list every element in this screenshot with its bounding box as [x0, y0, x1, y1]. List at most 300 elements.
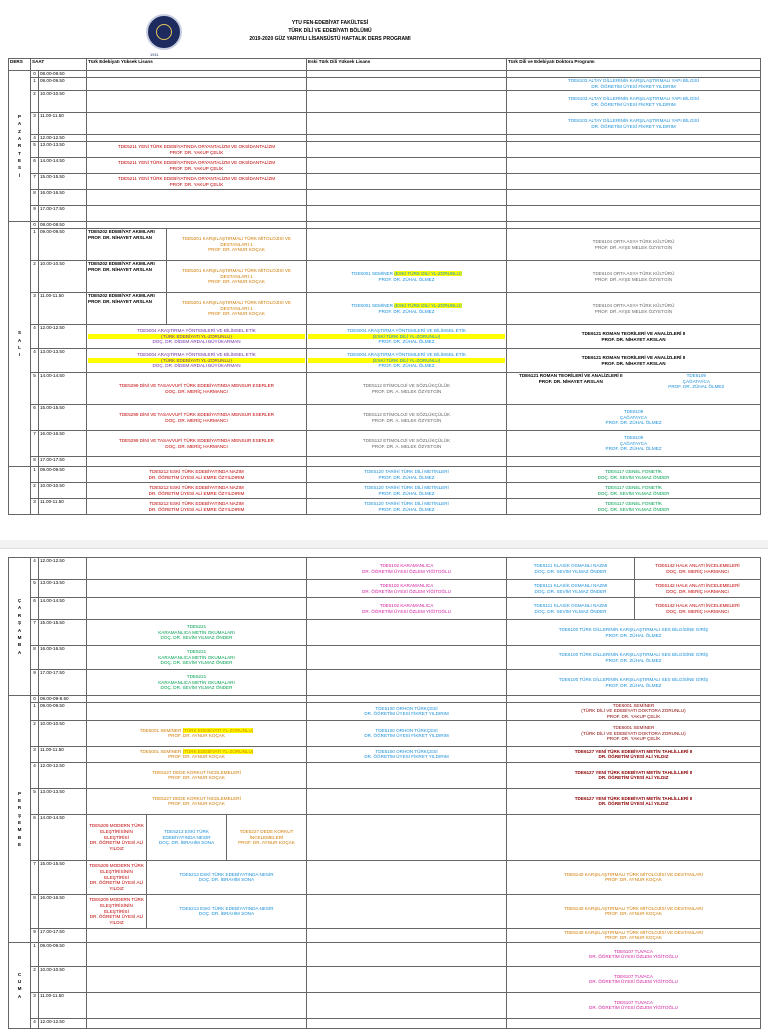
cell-text: (TÜRK EDEBİYATI YL-ZORUNLU) [182, 748, 254, 754]
cell-text: TDE6121 ROMAN TEORİLERİ VE ANALİZLERİ II [519, 373, 623, 378]
table-cell-text: 12.00-12.50 [39, 135, 87, 142]
cell-text: TDE5004 ARAŞTIRMA YÖNTEMLERİ VE BİLİMSEL ETİK [137, 351, 256, 357]
course-cell [507, 894, 761, 928]
table-cell [307, 942, 507, 966]
cell-text: PROF. DR. AYNUR KOÇAK [605, 877, 662, 883]
table-cell-text: 15.00-15.50 [39, 860, 87, 894]
cell-text: TDE5100 ORHON TÜRKÇESİ [375, 748, 438, 754]
table-cell [87, 78, 307, 91]
table-cell [87, 190, 307, 206]
course-cell [507, 499, 761, 515]
cell-text: TDE6103 ALTAY DİLLERİNİN KARŞILAŞTIRMALI YAPI BİLGİSİ [568, 78, 700, 84]
table-cell [507, 174, 761, 190]
table-cell [87, 702, 307, 720]
table-cell [307, 620, 507, 646]
cell-text: TDE5211 YENİ TÜRK EDEBİYATINDA ORYANTALİZM VE OKSİDANTALİZM [117, 175, 276, 181]
cell-text: TDE6142 HALK ANLATI İNCELEMELERİ [655, 602, 740, 608]
table-row [9, 457, 761, 467]
table-cell-text: 08.00-09-8.50 [39, 696, 87, 703]
table-row [9, 405, 761, 431]
table-cell-text: 17.00-17.50 [39, 206, 87, 222]
table-cell [87, 135, 307, 142]
table-cell [307, 222, 507, 229]
cell-text: TDE5299 DİNİ VE TASAVVUFİ TÜRK EDEBİYATINDA MENSUR ESERLER [119, 382, 274, 388]
table-cell-text: 7 [31, 620, 39, 646]
cell-text: DR. ÖĞRETİM ÜYESİ ÖZLEM YİĞİTOĞLU [589, 954, 678, 960]
cell-text: PROF. DR. NİHAYET ARSLAN [88, 234, 152, 240]
cell-text: DOÇ. DR. SEVİM YILMAZ ÖNDER [160, 635, 233, 641]
course-cell [307, 483, 507, 499]
course-cell [167, 229, 307, 261]
cell-text: (TÜRK EDEBİYATI YL-ZORUNLU) [88, 334, 305, 340]
course-cell [87, 261, 167, 293]
table-cell-text: 11.00-11.50 [39, 113, 87, 135]
cell-text: E [17, 797, 22, 803]
cell-text: TDE5112 ETİMOLOJİ VE SÖZLÜKÇÜLÜK [362, 437, 451, 443]
table-cell [87, 942, 307, 966]
table-row [9, 1018, 761, 1028]
table-cell-text: 16.00-16.50 [39, 190, 87, 206]
table-cell-text: 10.00-10.50 [39, 91, 87, 113]
day-cuma [9, 942, 31, 1028]
course-cell [508, 373, 634, 390]
table-cell-text: 15.00-15.50 [39, 620, 87, 646]
table-row [9, 483, 761, 499]
cell-text: TDE5001 SEMİNER [139, 748, 182, 754]
cell-text: ÇAĞATAYCA [619, 414, 648, 420]
table-row: P A Z A R T E S İ 0 08.00-08.50 [9, 71, 761, 78]
cell-text: TDE6140 KARŞILAŞTIRMALI TÜRK MİTOLOJİSİ VE DESTANLARI [564, 929, 703, 935]
cell-text: PROF. DR. ZÜHAL ÖLMEZ [605, 446, 662, 452]
col-saat: SAAT [31, 59, 87, 71]
cell-text: TDE6109 [623, 408, 644, 414]
cell-text: A [17, 337, 22, 343]
table-cell-text: 11.00-11.50 [39, 499, 87, 515]
course-cell [167, 261, 307, 293]
cell-text: PROF. DR. AYNUR KOÇAK [168, 733, 225, 739]
table-cell [307, 158, 507, 174]
cell-text: A [17, 649, 22, 655]
department-title: TÜRK DİLİ VE EDEBİYATI BÖLÜMÜ [288, 28, 372, 34]
course-cell [307, 261, 507, 293]
table-cell [87, 992, 307, 1018]
table-row [9, 222, 761, 229]
course-cell [87, 860, 147, 894]
table-cell-text: 16.00-16.50 [39, 646, 87, 670]
cell-text: TDE5299 DİNİ VE TASAVVUFİ TÜRK EDEBİYATINDA MENSUR ESERLER [119, 411, 274, 417]
cell-text: TDE5112 ETİMOLOJİ VE SÖZLÜKÇÜLÜK [362, 382, 451, 388]
cell-text: Z [18, 128, 21, 134]
cell-text: DOÇ. DR. MERİÇ HARMANCI [165, 388, 228, 394]
table-row [9, 325, 761, 349]
table-cell-text: 3 [31, 499, 39, 515]
cell-text: U [17, 979, 22, 985]
table-cell-text: 3 [31, 293, 39, 325]
course-cell [307, 373, 507, 405]
table-cell-text: 3 [31, 992, 39, 1018]
cell-text: TDE6100 TÜRK DİLLERİNİN KARŞILAŞTIRMALI SES BİLGİSİNE GİRİŞ [558, 626, 709, 632]
course-cell [307, 405, 507, 431]
cell-text: DOÇ. DR. MERİÇ HARMANCI [165, 417, 228, 423]
table-row [9, 135, 761, 142]
table-cell [507, 71, 761, 78]
table-cell [87, 457, 307, 467]
cell-text: DR. ÖĞRETİM ÜYESİ ALİ YILDIZ [598, 801, 669, 807]
table-row [9, 142, 761, 158]
cell-text: DR. ÖĞRETİM ÜYESİ ALİ YILDIZ [89, 840, 144, 852]
cell-text: M [17, 827, 22, 833]
table-cell [307, 646, 507, 670]
cell-text: PROF. DR. ZÜHAL ÖLMEZ [605, 420, 662, 426]
table-cell [307, 992, 507, 1018]
course-cell [507, 720, 761, 746]
cell-text: PROF. DR. AYNUR KOÇAK [238, 840, 295, 846]
cell-text: PROF. DR. A. MELEK ÖZYETGİN [371, 417, 442, 423]
cell-text: DOÇ. DR. SEVİM YILMAZ ÖNDER [597, 490, 670, 496]
table-cell [307, 135, 507, 142]
table-cell-text: 1 [31, 942, 39, 966]
cell-text: DOÇ. DR. MERİÇ HARMANCI [666, 608, 729, 614]
cell-text: S [17, 165, 22, 171]
course-cell [307, 349, 507, 373]
table-row [9, 894, 761, 928]
course-cell [87, 894, 147, 928]
cell-text: TDE6107 TUVACA [614, 948, 653, 954]
course-cell [87, 814, 147, 860]
cell-text: TDE5211 YENİ TÜRK EDEBİYATINDA ORYANTALİZM VE OKSİDANTALİZM [117, 159, 276, 165]
cell-text: TDE5213 ESKİ TÜRK EDEBİYATINDA NESİR [179, 905, 274, 911]
cell-text: TDE6140 KARŞILAŞTIRMALI TÜRK MİTOLOJİSİ VE DESTANLARI [564, 871, 703, 877]
page-gap [0, 540, 768, 548]
course-cell [634, 373, 760, 390]
table-cell [307, 814, 507, 860]
table-cell-text: 6 [31, 598, 39, 620]
table-cell-text: 6 [31, 405, 39, 431]
table-cell-text: 4 [31, 135, 39, 142]
table-row [9, 992, 761, 1018]
cell-text: TDE5213 ESKİ TÜRK EDEBİYATINDA NESİR [179, 871, 274, 877]
cell-text: TDE6100 TÜRK DİLLERİNİN KARŞILAŞTIRMALI SES BİLGİSİNE GİRİŞ [558, 676, 709, 682]
table-cell [87, 966, 307, 992]
course-cell [307, 746, 507, 762]
course-cell [635, 558, 761, 580]
table-cell-text: 4 [31, 558, 39, 580]
cell-text: PROF. DR. AYNUR KOÇAK [168, 775, 225, 781]
cell-text: DOÇ. DR. SEVİM YILMAZ ÖNDER [597, 474, 670, 480]
cell-text: DOÇ. DR. MERİÇ HARMANCI [666, 588, 729, 594]
day-pazartesi [9, 71, 31, 222]
cell-text: A [17, 121, 22, 127]
cell-text: Ş [17, 620, 22, 626]
table-cell [507, 206, 761, 222]
course-cell [507, 467, 761, 483]
cell-text: TDE6142 HALK ANLATI İNCELEMELERİ [655, 562, 740, 568]
cell-text: M [17, 634, 22, 640]
cell-text: PROF. DR. AYNUR KOÇAK [605, 911, 662, 917]
table-cell-text: 14.00-14.50 [39, 373, 87, 405]
table-row [9, 499, 761, 515]
cell-text: PROF. DR. YAKUP ÇELİK [606, 736, 661, 742]
cell-text: B [17, 642, 22, 648]
course-cell [87, 620, 307, 646]
table-row [9, 431, 761, 457]
table-cell-text: 13.00-13.50 [39, 142, 87, 158]
course-cell [87, 405, 307, 431]
cell-text: TDE5120 TARİHİ TÜRK DİLİ METİNLERİ [364, 468, 449, 474]
table-cell-text: 6 [31, 158, 39, 174]
table-cell [307, 229, 507, 261]
cell-text: PROF. DR. NİHAYET ARSLAN [88, 266, 152, 272]
course-cell [307, 598, 507, 620]
cell-text: TDE6111 KLASİK OSMANLI NAZMI [533, 602, 608, 608]
table-cell-text: 09.00-09.50 [39, 78, 87, 91]
course-cell [635, 580, 761, 598]
cell-text: TDE5004 ARAŞTIRMA YÖNTEMLERİ VE BİLİMSEL ETİK [137, 327, 256, 333]
table-cell [307, 71, 507, 78]
cell-text: KARAMANLICA METİN OKUMALARI [158, 629, 235, 635]
cell-text: ÇAĞATAYCA [682, 378, 710, 384]
table-row [9, 229, 761, 261]
table-cell-text: 17.00-17.50 [39, 670, 87, 696]
table-row [9, 788, 761, 814]
cell-text: PROF. DR. A. MELEK ÖZYETGİN [371, 388, 442, 394]
table-cell-text: 11.00-11.50 [39, 746, 87, 762]
table-cell [307, 113, 507, 135]
course-cell [87, 293, 167, 325]
cell-text: DR. ÖĞRETİM ÜYESİ ÖZLEM YİĞİTOĞLU [362, 588, 451, 594]
table-cell [307, 894, 507, 928]
cell-text: DR. ÖĞRETİM ÜYESİ FİKRET YILDIRIM [591, 123, 676, 129]
cell-text: TDE6117 GENEL FONETİK [605, 468, 662, 474]
table-cell [307, 91, 507, 113]
cell-text: DR. ÖĞRETİM ÜYESİ FİKRET YILDIRIM [364, 711, 449, 717]
cell-text: A [17, 627, 22, 633]
cell-text: (ESKİ TÜRK DİLİ YL-ZORUNLU) [308, 358, 505, 364]
cell-text: TDE6140 KARŞILAŞTIRMALI TÜRK MİTOLOJİSİ VE DESTANLARI [564, 905, 703, 911]
cell-text: TDE6117 GENEL FONETİK [605, 500, 662, 506]
cell-text: DR. ÖĞRETİM ÜYESİ FİKRET YILDIRIM [591, 84, 676, 89]
table-cell [307, 670, 507, 696]
course-cell [307, 720, 507, 746]
table-cell-text: 4 [31, 349, 39, 373]
cell-text: TDE6121 ROMAN TEORİLERİ VE ANALİZLERİ II [581, 330, 686, 336]
cell-text: PROF. DR. AYNUR KOÇAK [208, 247, 265, 253]
cell-text: PROF. DR. ZÜHAL ÖLMEZ [378, 506, 435, 512]
course-cell [167, 293, 307, 325]
cell-text: PROF. DR. YAKUP ÇELİK [606, 714, 661, 720]
course-cell [307, 293, 507, 325]
table-cell [307, 788, 507, 814]
course-cell [87, 720, 307, 746]
table-cell [87, 113, 307, 135]
cell-text: (TÜRK DİLİ VE EDEBİYATI DOKTORA ZORUNLU) [581, 708, 686, 714]
course-cell [507, 113, 761, 135]
cell-text: PROF. DR. NİHAYET ARSLAN [601, 360, 666, 366]
table-cell [507, 190, 761, 206]
table-cell-text: 14.00-14.50 [39, 598, 87, 620]
cell-text: PROF. DR. NİHAYET ARSLAN [601, 336, 666, 342]
table-cell-text: 1 [31, 467, 39, 483]
course-cell [507, 229, 761, 261]
table-row [9, 860, 761, 894]
table-cell-text: 17.00-17.50 [39, 928, 87, 942]
cell-text: TDE6121 ROMAN TEORİLERİ VE ANALİZLERİ II [581, 354, 686, 360]
course-cell [87, 670, 307, 696]
table-cell [87, 598, 307, 620]
cell-text: TDE5299 DİNİ VE TASAVVUFİ TÜRK EDEBİYATINDA MENSUR ESERLER [119, 437, 274, 443]
col-turk-edebiyati: Türk Edebiyatı Yüksek Lisans [87, 59, 307, 71]
cell-text: (TÜRK DİLİ VE EDEBİYATI DOKTORA ZORUNLU) [581, 730, 686, 736]
table-cell [87, 928, 307, 942]
schedule-table-page-1 [8, 58, 761, 515]
cell-text: TDE6142 HALK ANLATI İNCELEMELERİ [655, 582, 740, 588]
table-cell [507, 135, 761, 142]
table-row [9, 720, 761, 746]
cell-text: TDE5102 KARAMANLICA [379, 602, 434, 608]
cell-text: DR. ÖĞRETİM ÜYESİ ÖZLEM YİĞİTOĞLU [589, 979, 678, 985]
table-row [9, 261, 761, 293]
table-cell-text: 12.00-12.50 [39, 558, 87, 580]
course-cell [507, 620, 761, 646]
cell-text: E [17, 842, 22, 847]
table-cell [307, 1018, 507, 1028]
table-cell [307, 696, 507, 703]
course-cell [507, 860, 761, 894]
table-cell-text: 13.00-13.50 [39, 788, 87, 814]
course-cell [307, 499, 507, 515]
course-cell [507, 405, 761, 431]
table-cell-text: 3 [31, 113, 39, 135]
table-cell-text: 2 [31, 91, 39, 113]
cell-text: DOÇ. DR. İBRAHİM SONA [158, 840, 215, 846]
cell-text: Ç [17, 598, 22, 604]
cell-text: TDE6111 KLASİK OSMANLI NAZMI [533, 562, 608, 568]
cell-text: TDE5212 ESKİ TÜRK EDEBİYATINDA NAZIM [149, 500, 244, 506]
cell-text: PROF. DR. ZÜHAL ÖLMEZ [378, 276, 435, 282]
table-row [9, 746, 761, 762]
cell-text: DR. ÖĞRETİM ÜYESİ ALİ EMRE ÖZYILDIRIM [148, 490, 245, 496]
cell-text: TDE5001 SEMİNER [139, 727, 182, 733]
course-cell [87, 746, 307, 762]
course-cell [87, 762, 307, 788]
cell-text: DOÇ. DR. SEVİM YILMAZ ÖNDER [160, 660, 233, 666]
course-cell [87, 174, 307, 190]
table-cell-text: 9 [31, 670, 39, 696]
course-cell [507, 928, 761, 942]
cell-text: DR. ÖĞRETİM ÜYESİ ÖZLEM YİĞİTOĞLU [362, 568, 451, 574]
course-cell [147, 860, 307, 894]
table-cell [507, 142, 761, 158]
cell-text: E [17, 819, 22, 825]
course-cell [507, 598, 635, 620]
cell-text: TDE5213 ESKİ TÜRK EDEBİYATINDA NESİR [162, 828, 211, 840]
cell-text: A [17, 135, 22, 141]
document-header [140, 14, 520, 62]
cell-text: PROF. DR. AYŞE MELEK ÖZYETGİN [594, 308, 673, 314]
cell-text: (ESKİ TÜRK DİLİ YL-ZORUNLU) [394, 270, 462, 276]
table-cell [307, 762, 507, 788]
course-cell [507, 646, 761, 670]
cell-text: (ESKİ TÜRK DİLİ YL-ZORUNLU) [394, 302, 462, 308]
table-cell-text: 2 [31, 261, 39, 293]
table-cell-text: 1 [31, 78, 39, 91]
cell-text: TDE6127 YENİ TÜRK EDEBİYATI METİN TAHLİLLERİ II [574, 748, 693, 754]
table-cell [307, 457, 507, 467]
table-cell-text: 4 [31, 325, 39, 349]
table-cell-text: 3 [31, 746, 39, 762]
cell-text: TDE6107 TUVACA [614, 973, 653, 979]
table-cell-text: 8 [31, 457, 39, 467]
cell-text: Ş [17, 812, 22, 818]
table-row [9, 158, 761, 174]
cell-text: PROF. DR. NİHAYET ARSLAN [538, 378, 603, 384]
table-cell-text: 10.00-10.50 [39, 483, 87, 499]
course-cell [507, 788, 761, 814]
course-cell [507, 325, 761, 349]
cell-text: PROF. DR. ZÜHAL ÖLMEZ [378, 339, 435, 345]
cell-text: (ESKİ TÜRK DİLİ YL-ZORUNLU) [308, 334, 505, 340]
cell-text [508, 373, 759, 390]
cell-text: TDE5212 ESKİ TÜRK EDEBİYATINDA NAZIM [149, 484, 244, 490]
cell-text: TDE5112 ETİMOLOJİ VE SÖZLÜKÇÜLÜK [362, 411, 451, 417]
table-cell-text: 4 [31, 762, 39, 788]
cell-text: TDE6103 ALTAY DİLLERİNİN KARŞILAŞTIRMALI YAPI BİLGİSİ [568, 95, 700, 101]
table-cell-text: 11.00-11.50 [39, 293, 87, 325]
cell-text: PROF. DR. AYNUR KOÇAK [208, 311, 265, 317]
cell-text: PROF. DR. ZÜHAL ÖLMEZ [668, 384, 725, 390]
table-cell [507, 158, 761, 174]
cell-text: TDE5102 KARAMANLICA [379, 562, 434, 568]
cell-text: TDE6001 SEMİNER [612, 702, 655, 708]
cell-text: TDE6107 TUVACA [614, 999, 653, 1005]
table-cell [87, 580, 307, 598]
cell-text: PROF. DR. YAKUP ÇELİK [169, 181, 224, 187]
cell-text: DR. ÖĞRETİM ÜYESİ FİKRET YILDIRIM [591, 101, 676, 107]
table-cell-text: 15.00-15.50 [39, 174, 87, 190]
course-cell [507, 349, 761, 373]
cell-text: A [17, 993, 22, 999]
table-cell-text: 0 [31, 696, 39, 703]
cell-text: A [17, 605, 22, 611]
table-cell-text: 14.00-14.50 [39, 814, 87, 860]
cell-text: (TÜRK EDEBİYATI YL-ZORUNLU) [182, 727, 254, 733]
cell-text: TDE6104 ORTA ASYA TÜRK KÜLTÜRÜ [592, 270, 675, 276]
table-cell-text: 16.00-16.50 [39, 894, 87, 928]
table-cell [307, 966, 507, 992]
cell-text: DR. ÖĞRETİM ÜYESİ ALİ YILDIZ [598, 775, 669, 781]
table-cell-text: 14.00-14.50 [39, 158, 87, 174]
table-cell-text: 7 [31, 860, 39, 894]
cell-text: PROF. DR. AYŞE MELEK ÖZYETGİN [594, 244, 673, 250]
cell-text: TDE6100 TÜRK DİLLERİNİN KARŞILAŞTIRMALI SES BİLGİSİNE GİRİŞ [558, 651, 709, 657]
table-cell-text: 08.00-08.50 [39, 222, 87, 229]
table-cell [507, 814, 761, 860]
cell-text: TDE5202 EDEBİYAT AKIMLARI [88, 293, 155, 298]
course-cell [507, 91, 761, 113]
table-row [9, 113, 761, 135]
table-row [9, 91, 761, 113]
day-sali [9, 222, 31, 467]
table-row [9, 598, 761, 620]
col-ders: DERS [9, 59, 31, 71]
course-cell [507, 670, 761, 696]
table-cell [87, 1018, 307, 1028]
cell-text: TDE6109 [686, 373, 706, 378]
cell-text: PROF. DR. AYŞE MELEK ÖZYETGİN [594, 276, 673, 282]
table-row [9, 702, 761, 720]
table-cell [87, 71, 307, 78]
table-cell [307, 190, 507, 206]
